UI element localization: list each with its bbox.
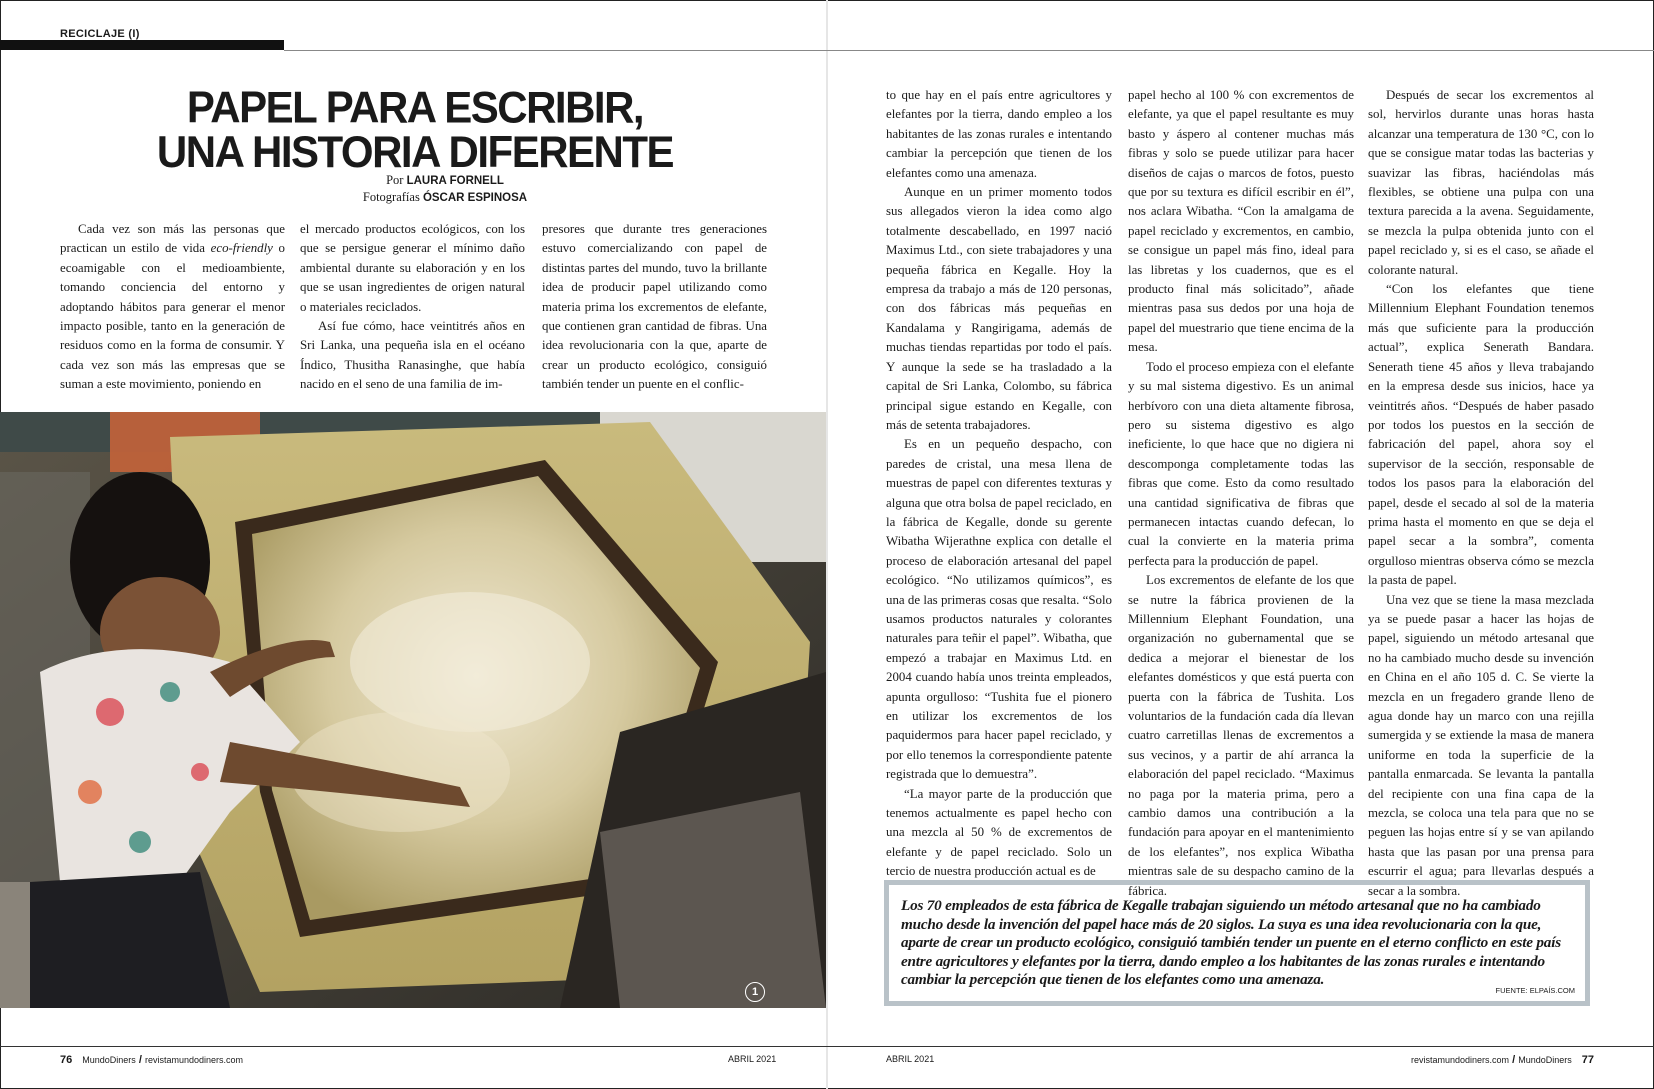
- paragraph: “Con los elefantes que tiene Millennium Elephant Foundation tenemos más que suficiente para la producción actual”, explica Senerath Bandara. Senerath tiene 45 años y lleva trabajando en la empresa desde sus inicios, hace ya veintitrés años. “Después de haber pasado por todos los puestos en la sección de fabricación del papel, ahora soy el supervisor de la sección, responsable de todos los pasos para la elaboración del papel, desde el secado al sol de la materia prima hasta el momento en que se deja el papel secar a la sombra”, comenta orgulloso mientras observa cómo se mezcla la pasta de papel.: [1368, 282, 1594, 588]
- paragraph: presores que durante tres generaciones estuvo comercializando con papel de distintas partes del mundo, tuvo la brillante idea de producir papel utilizando como materia prima los excrementos de elefante, que contienen gran cantidad de fibras. Una idea revolucionaria con la que, aparte de crear un producto ecológico, consiguió también tender un puente en el conflic-: [542, 222, 767, 392]
- body-column-3: [542, 220, 767, 395]
- footer-left: [60, 1054, 243, 1066]
- article-photo: [0, 412, 826, 1008]
- paragraph: “La mayor parte de la producción que tenemos actualmente es papel hecho con una mezcla al 50 % de excrementos de elefante y de papel reciclado. Solo un tercio de nuestra producción actual es de: [886, 786, 1112, 879]
- paragraph: Después de secar los excrementos al sol, hervirlos durante unas horas hasta alcanzar una temperatura de 130 °C, con lo que se consigue matar todas las bacterias y suavizar las fibras, haciéndolas más flexibles, se obtiene una pulpa con una textura parecida a la avena. Seguidamente, se mezcla la pulpa obtenida junto con el papel reciclado y, si es el caso, se añade el colorante natural.: [1368, 88, 1594, 277]
- pull-quote-box: [884, 880, 1590, 1006]
- body-column-4: [886, 86, 1112, 882]
- page-number-right: 77: [1581, 1054, 1594, 1066]
- paragraph: [60, 220, 285, 395]
- author-name: LAURA FORNELL: [406, 175, 504, 187]
- brand-left: MundoDiners: [82, 1055, 136, 1065]
- byline: [60, 172, 830, 206]
- paragraph: el mercado productos ecológicos, con los que se persigue generar el mínimo daño ambiental durante su elaboración y en los que se usan ingredientes de origen natural o materiales reciclados.: [300, 222, 525, 314]
- footer-date-right: ABRIL 2021: [886, 1054, 935, 1064]
- paragraph: Es en un pequeño despacho, con paredes de cristal, una mesa llena de muestras de papel con diferentes texturas y alguna que otra bolsa de papel reciclado, en la fábrica de Kegalle, donde su gerente Wibatha Wijerathne explica con detalle el proceso de elaboración artesanal del papel ecológico. “No utilizamos químicos”, es una de las primeras cosas que resalta. “Solo usamos productos naturales y colorantes naturales para teñir el papel”. Wibatha, que empezó a trabajar en Maximus Ltd. en 2004 cuando había unos treinta empleados, apunta orgulloso: “Tushita fue el pionero en utilizar los excrementos de los paquidermos para hacer papel reciclado, y por ello tenemos la correspondiente patente registrada que lo demuestra”.: [886, 437, 1112, 782]
- paragraph: Aunque en un primer momento todos sus allegados vieron la idea como algo totalmente descabellado, en 1997 nació Maximus Ltd., con siete trabajadores y una pequeña fábrica en Kegalle. Hoy la empresa da trabajo a más de 120 personas, con dos fábricas más pequeñas en Kandalama y Rangirigama, además de muchas tiendas repartidas por todo el país. Y aunque la sede se ha trasladado a la capital de Sri Lanka, Colombo, su fábrica principal sigue estando en Kegalle, con más de setenta trabajadores.: [886, 185, 1112, 432]
- separator: /: [1509, 1054, 1519, 1066]
- body-column-2: [300, 220, 525, 395]
- paragraph: papel hecho al 100 % con excrementos de elefante, ya que el papel resultante es muy basto y áspero al contener muchas más fibras y solo se puede utilizar para hacer diseños de cajas o marcos de fotos, puesto que por su textura es difícil escribir en él”, nos aclara Wibatha. “Con la amalgama de papel reciclado y excrementos, en cambio, se consigue un papel más fino, ideal para las libretas y los cuadernos, que es el producto final más solicitado”, añade mientras pasa sus dedos por una hoja de papel del muestrario que tiene encima de la mesa.: [1128, 88, 1354, 355]
- body-column-5: [1128, 86, 1354, 901]
- photo-number-badge: 1: [745, 982, 765, 1002]
- section-label: RECICLAJE (I): [60, 28, 140, 40]
- pull-quote-text: Los 70 empleados de esta fábrica de Kegalle trabajan siguiendo un método artesanal que no ha cambiado mucho desde la invención del papel hace más de 20 siglos. La suya es una idea revolucionaria con la que, aparte de crear un producto ecológico, consiguió también tender un puente en el eterno conflicto en este país entre agricultores y elefantes por la tierra, dando empleo a los habitantes de las zonas rurales e intentando cambiar la percepción que tienen de los elefantes como una amenaza.: [901, 897, 1561, 989]
- paragraph: Los excrementos de elefante de los que se nutre la fábrica provienen de la Millennium Elephant Foundation, una organización no gubernamental que se dedica a mejorar el bienestar de los elefantes domésticos y que está puerta con puerta con la fábrica de Tushita. Los voluntarios de la fundación cada día llevan cuatro carretillas llenas de excrementos a sus vecinos, y a partir de ahí arranca la elaboración del papel reciclado. “Maximus no paga por la materia prima, pero a cambio damos una contribución a la fundación para apoyar en el mantenimiento de los elefantes”, nos explica Wibatha mientras sale de su despacho camino de la fábrica.: [1128, 573, 1354, 898]
- page-number-left: 76: [60, 1054, 73, 1066]
- top-rule: [284, 50, 1654, 51]
- paragraph: Una vez que se tiene la masa mezclada ya se puede pasar a hacer las hojas de papel, siguiendo un método artesanal que no ha cambiado mucho desde su invención en China en el año 105 d. C. Se vierte la mezcla en un fregadero grande lleno de agua donde hay un marco con una rejilla sumergida y se extiende la masa de manera uniforme en toda la superficie de la pantalla enmarcada. Se levanta la pantalla del recipiente con una fina capa de la mezcla, se coloca una tela para que no se peguen las hojas entre sí y se van apilando hasta que las pasan por una prensa para escurrir el agua; para llevarlas después a secar a la sombra.: [1368, 592, 1594, 898]
- article-title: [60, 82, 770, 177]
- title-line-2: UNA HISTORIA DIFERENTE: [156, 126, 674, 177]
- text-run: o ecoamigable con el medioambiente, tomando conciencia del entorno y adoptando hábitos para generar el menor impacto posible, tanto en la generación de residuos como en la forma de consumir. Y cada vez son más las empresas que se suman a este movimiento, poniendo en: [60, 241, 285, 392]
- footer-date-left: ABRIL 2021: [728, 1054, 777, 1064]
- paragraph: to que hay en el país entre agricultores y elefantes por la tierra, dando empleo a los habitantes de las zonas rurales e intentando cambiar la percepción que tienen de los elefantes como una amenaza.: [886, 88, 1112, 180]
- photos-prefix: Fotografías: [362, 190, 420, 204]
- spread-gutter: [826, 0, 828, 1089]
- footer-right: [1411, 1054, 1594, 1066]
- brand-right: MundoDiners: [1518, 1055, 1572, 1065]
- paragraph: Todo el proceso empieza con el elefante y su mal sistema digestivo. Es un animal herbívoro con una dieta altamente fibrosa, pero su sistema digestivo es algo ineficiente, lo que hace que no digiera ni descomponga completamente todas las fibras que come. Esto da como resultado una cantidad significativa de fibras que permanecen intactas cuando defecan, lo cual la convierte en la materia prima perfecta para la producción de papel.: [1128, 359, 1354, 568]
- photographer-name: ÓSCAR ESPINOSA: [422, 192, 528, 204]
- pull-quote-source: FUENTE: ELPAÍS.COM: [1495, 986, 1575, 995]
- body-column-1: [60, 220, 285, 395]
- paper-making-photo: [0, 412, 826, 1008]
- by-prefix: Por: [386, 173, 404, 187]
- emphasis: eco-friendly: [210, 241, 273, 256]
- separator: /: [135, 1054, 145, 1066]
- text-run: Cada vez son más las personas que practican un estilo de vida: [60, 222, 285, 256]
- title-line-1: PAPEL PARA ESCRIBIR,: [186, 82, 644, 133]
- body-column-6: [1368, 86, 1594, 901]
- paragraph: Así fue cómo, hace veintitrés años en Sri Lanka, una pequeña isla en el océano Índico, Thusitha Ranasinghe, que había nacido en el seno de una familia de im-: [300, 319, 525, 392]
- site-right: revistamundodiners.com: [1410, 1055, 1510, 1065]
- site-left: revistamundodiners.com: [144, 1055, 244, 1065]
- footer-rule: [0, 1046, 1654, 1047]
- section-bar: [0, 40, 284, 50]
